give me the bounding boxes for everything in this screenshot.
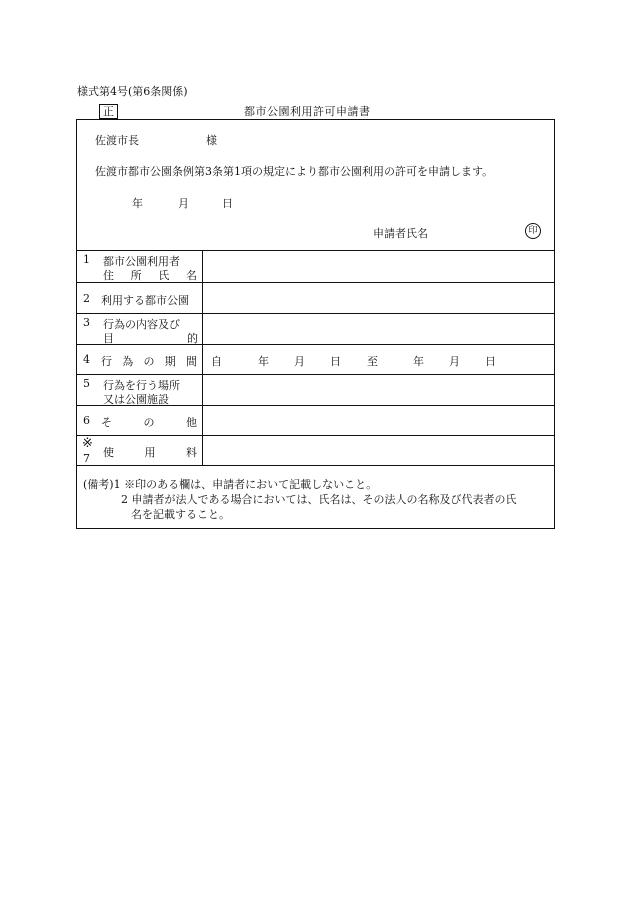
activity-content-purpose-field[interactable]	[204, 314, 554, 344]
remark-2-continued: 名を記載すること。	[131, 508, 230, 521]
period-from-day-label: 日	[330, 355, 341, 368]
row-label-activity-place	[77, 375, 203, 405]
period-from-month-label: 月	[294, 355, 305, 368]
period-to-month-label: 月	[449, 355, 460, 368]
date-year-label: 年	[132, 197, 143, 210]
row-label-line1: 行為を行う場所	[103, 379, 180, 392]
table-row-usage-fee	[77, 435, 554, 466]
table-row-activity-place	[77, 374, 554, 405]
activity-place-facility-field[interactable]	[204, 375, 554, 405]
period-to-label: 至	[367, 355, 378, 368]
period-to-year-label: 年	[413, 355, 424, 368]
usage-fee-field	[204, 436, 554, 465]
period-from-year-label: 年	[258, 355, 269, 368]
office-use-mark: ※	[82, 436, 93, 451]
park-user-address-name-field[interactable]	[204, 251, 554, 282]
date-day-label: 日	[222, 197, 233, 210]
row-number: 6	[83, 414, 90, 427]
addressee-name: 佐渡市長	[95, 134, 139, 147]
applicant-name-label: 申請者氏名	[373, 227, 428, 240]
table-row-activity-content	[77, 313, 554, 344]
row-number: 2	[83, 292, 90, 305]
row-number: 3	[83, 316, 90, 329]
row-label-line1: 都市公園利用者	[103, 255, 180, 268]
row-number: 4	[83, 353, 90, 366]
addressee	[95, 132, 217, 148]
period-to-day-label: 日	[485, 355, 496, 368]
original-copy-mark: 正	[99, 104, 118, 119]
addressee-honorific: 様	[206, 134, 217, 147]
remark-2: 2 申請者が法人である場合においては、氏名は、その法人の名称及び代表者の氏	[121, 493, 517, 506]
row-number: 5	[83, 377, 90, 390]
row-label-line1: 使 用 料	[103, 446, 197, 459]
row-number: 7	[83, 452, 90, 465]
row-label-line2: 又は公園施設	[103, 393, 169, 406]
table-row-activity-period	[77, 344, 554, 374]
row-label-park	[77, 283, 203, 313]
row-label-other	[77, 406, 203, 435]
row-label-line1: 行 為 の 期 間	[101, 355, 197, 368]
activity-period-field[interactable]	[204, 345, 554, 374]
row-label-line1: そ の 他	[101, 416, 197, 429]
row-label-line2a: 目	[103, 332, 114, 345]
application-form-frame	[76, 119, 555, 529]
seal-stamp-icon: 印	[525, 223, 541, 239]
table-row-park	[77, 282, 554, 313]
row-label-line1: 利用する都市公園	[101, 294, 189, 307]
application-date[interactable]	[132, 195, 233, 211]
period-from-label: 自	[211, 355, 222, 368]
park-name-field[interactable]	[204, 283, 554, 313]
form-number: 様式第4号(第6条関係)	[77, 85, 188, 98]
row-label-line2: 住 所 氏 名	[103, 269, 197, 282]
document-title: 都市公園利用許可申請書	[244, 105, 371, 118]
row-label-activity-content	[77, 314, 203, 344]
date-month-label: 月	[178, 197, 189, 210]
row-label-line1: 行為の内容及び	[103, 318, 180, 331]
table-row-other	[77, 405, 554, 435]
row-label-line2b: 的	[187, 332, 198, 345]
remark-1: (備考)1 ※印のある欄は、申請者において記載しないこと。	[83, 478, 378, 491]
other-field[interactable]	[204, 406, 554, 435]
request-statement: 佐渡市都市公園条例第3条第1項の規定により都市公園利用の許可を申請します。	[95, 165, 494, 178]
row-number: 1	[83, 253, 90, 266]
row-label-usage-fee	[77, 436, 203, 465]
table-row-park-user	[77, 250, 554, 282]
row-label-park-user	[77, 251, 203, 282]
row-label-activity-period	[77, 345, 203, 374]
